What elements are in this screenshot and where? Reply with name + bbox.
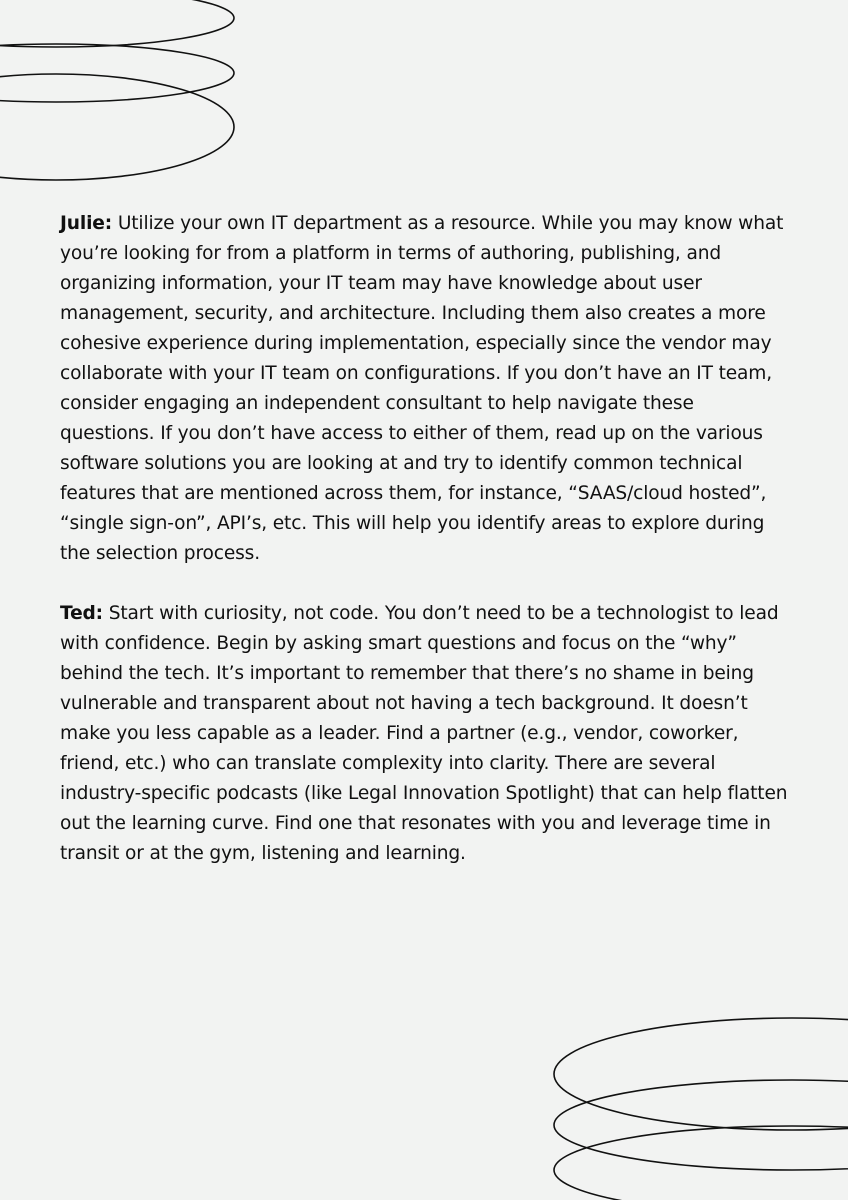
ring-top-1 bbox=[0, 0, 234, 47]
paragraph-text: Start with curiosity, not code. You don’t need to be a technologist to lead with confidence. Begin by asking smart questions and focus on the “why” behind the tech. It’s important to remember that there’s no shame in being vulnerable and transparent about not having a tech background. It doesn’t make you less capable as a leader. Find a partner (e.g., vendor, coworker, friend, etc.) who can translate complexity into clarity. There are several industry-specific podcasts (like Legal Innovation Spotlight) that can help flatten out the learning curve. Find one that resonates with you and leverage time in transit or at the gym, listening and learning. bbox=[60, 603, 788, 864]
ring-bottom-3 bbox=[554, 1126, 848, 1200]
ring-bottom-1 bbox=[554, 1018, 848, 1130]
paragraph-ted bbox=[60, 599, 788, 869]
paragraph-text: Utilize your own IT department as a resource. While you may know what you’re looking for from a platform in terms of authoring, publishing, and organizing information, your IT team may have knowledge about user management, security, and architecture. Including them also creates a more cohesive experience during implementation, especially since the vendor may collaborate with your IT team on configurations. If you don’t have an IT team, consider engaging an independent consultant to help navigate these questions. If you don’t have access to either of them, read up on the various software solutions you are looking at and try to identify common technical features that are mentioned across them, for instance, “SAAS/cloud hosted”, “single sign-on”, API’s, etc. This will help you identify areas to explore during the selection process. bbox=[60, 213, 784, 564]
paragraph-julie bbox=[60, 209, 788, 569]
ring-top-3 bbox=[0, 74, 234, 180]
ring-top-2 bbox=[0, 44, 234, 102]
ring-bottom-2 bbox=[554, 1080, 848, 1170]
speaker-name: Julie: bbox=[60, 213, 113, 234]
article-body bbox=[60, 209, 788, 869]
speaker-name: Ted: bbox=[60, 603, 103, 624]
